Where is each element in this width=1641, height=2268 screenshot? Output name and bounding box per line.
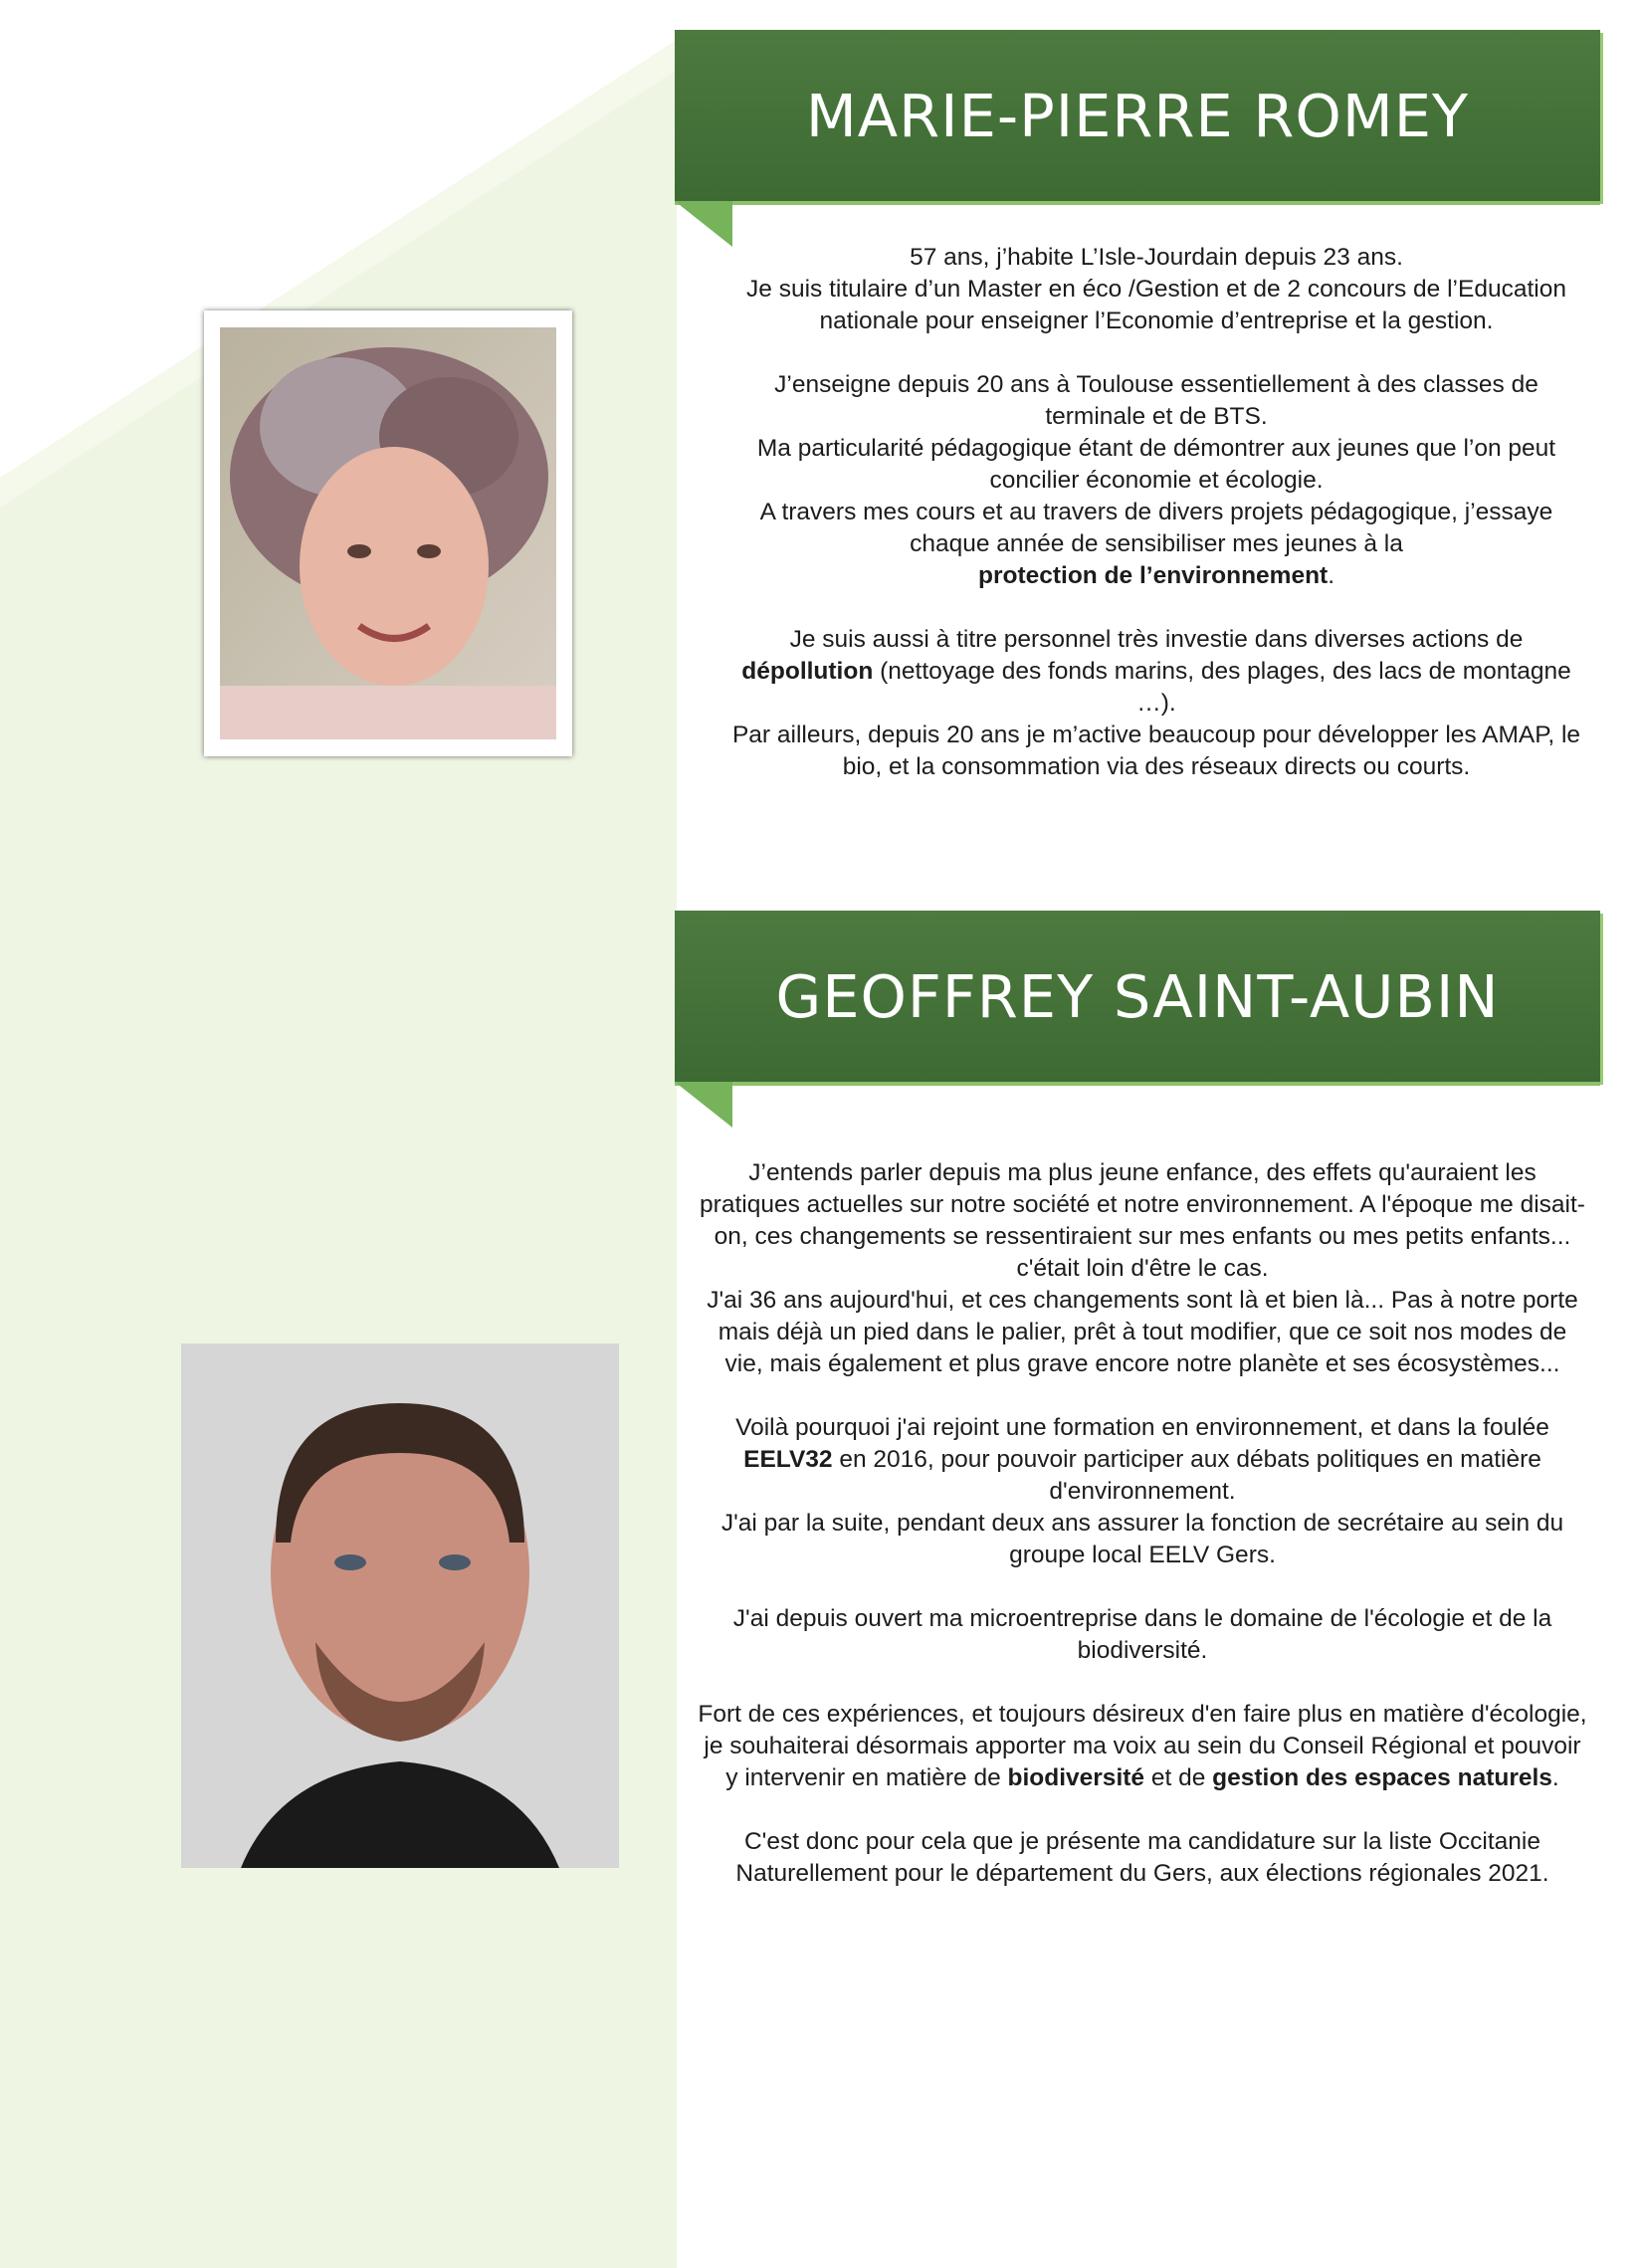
bio-paragraph — [697, 1412, 1588, 1571]
candidate-2-bio — [697, 1157, 1588, 1922]
bio-text: (nettoyage des fonds marins, des plages, des lacs de montagne …). — [873, 658, 1571, 717]
bio-text: . — [1328, 562, 1335, 589]
bio-paragraph — [724, 369, 1588, 592]
bio-bold-text: dépollution — [741, 658, 874, 685]
bio-paragraph — [697, 1603, 1588, 1667]
bio-text: J'ai par la suite, pendant deux ans assurer la fonction de secrétaire au sein du groupe local EELV Gers. — [720, 1510, 1564, 1568]
bio-bold-text: biodiversité — [1007, 1764, 1145, 1791]
bio-text: J'ai 36 ans aujourd'hui, et ces changements sont là et bien là... Pas à notre porte mais déjà un pied dans le palier, prêt à tout modifier, que ce soit nos modes de vie, mais également et plus grave encore notre planète et ses écosystèmes... — [707, 1287, 1578, 1377]
banner-fold-decoration — [675, 1082, 732, 1128]
candidate-1-name-banner — [675, 30, 1600, 201]
bio-text: Je suis aussi à titre personnel très investie dans diverses actions de — [789, 626, 1524, 653]
bio-text: A travers mes cours et au travers de divers projets pédagogique, j’essaye chaque année de sensibiliser mes jeunes à la — [759, 499, 1553, 557]
bio-text: C'est donc pour cela que je présente ma candidature sur la liste Occitanie Naturellement pour le département du Gers, aux élections régionales 2021. — [735, 1828, 1549, 1887]
bio-text: J'ai depuis ouvert ma microentreprise dans le domaine de l'écologie et de la biodiversité. — [732, 1605, 1552, 1664]
bio-paragraph — [724, 242, 1588, 337]
bio-text: Voilà pourquoi j'ai rejoint une formation en environnement, et dans la foulée — [735, 1414, 1549, 1441]
bio-text: . — [1551, 1764, 1559, 1791]
bio-text: J’entends parler depuis ma plus jeune enfance, des effets qu'auraient les pratiques actuelles sur notre société et notre environnement. A l'époque me disait-on, ces changements se ressentiraient sur mes enfants ou mes petits enfants... c'était loin d'être le cas. — [700, 1159, 1585, 1282]
bio-paragraph — [697, 1826, 1588, 1890]
bio-text: Ma particularité pédagogique étant de démontrer aux jeunes que l’on peut concilier économie et écologie. — [756, 435, 1556, 494]
bio-text: Fort de ces expériences, et toujours désireux d'en faire plus en matière d'écologie, je souhaiterai désormais apporter ma voix au sein du Conseil Régional et pouvoir y intervenir en matière de — [698, 1701, 1587, 1791]
bio-text: 57 ans, j’habite L’Isle-Jourdain depuis 23 ans. — [910, 244, 1403, 271]
candidate-1-name: MARIE-PIERRE ROMEY — [805, 81, 1470, 150]
bio-paragraph — [724, 624, 1588, 783]
bio-text: en 2016, pour pouvoir participer aux débats politiques en matière d'environnement. — [832, 1446, 1541, 1505]
bio-paragraph — [697, 1157, 1588, 1380]
bio-text: J’enseigne depuis 20 ans à Toulouse essentiellement à des classes de terminale et de BTS. — [774, 371, 1538, 430]
candidate-1-bio — [724, 242, 1588, 815]
banner-fold-decoration — [675, 201, 732, 247]
candidate-1-photo — [204, 310, 572, 756]
candidate-2-name-banner — [675, 911, 1600, 1082]
bio-text: et de — [1144, 1764, 1213, 1791]
bio-bold-text: protection de l’environnement — [977, 562, 1329, 589]
candidate-2-name: GEOFFREY SAINT-AUBIN — [775, 961, 1500, 1031]
bio-paragraph — [697, 1699, 1588, 1794]
bio-text: Je suis titulaire d’un Master en éco /Gestion et de 2 concours de l’Education nationale pour enseigner l’Economie d’entreprise et la gestion. — [746, 276, 1566, 334]
bio-text: Par ailleurs, depuis 20 ans je m’active beaucoup pour développer les AMAP, le bio, et la consommation via des réseaux directs ou courts. — [731, 722, 1581, 780]
candidate-2-photo — [181, 1343, 619, 1868]
bio-bold-text: gestion des espaces naturels — [1212, 1764, 1552, 1791]
bio-bold-text: EELV32 — [743, 1446, 833, 1473]
